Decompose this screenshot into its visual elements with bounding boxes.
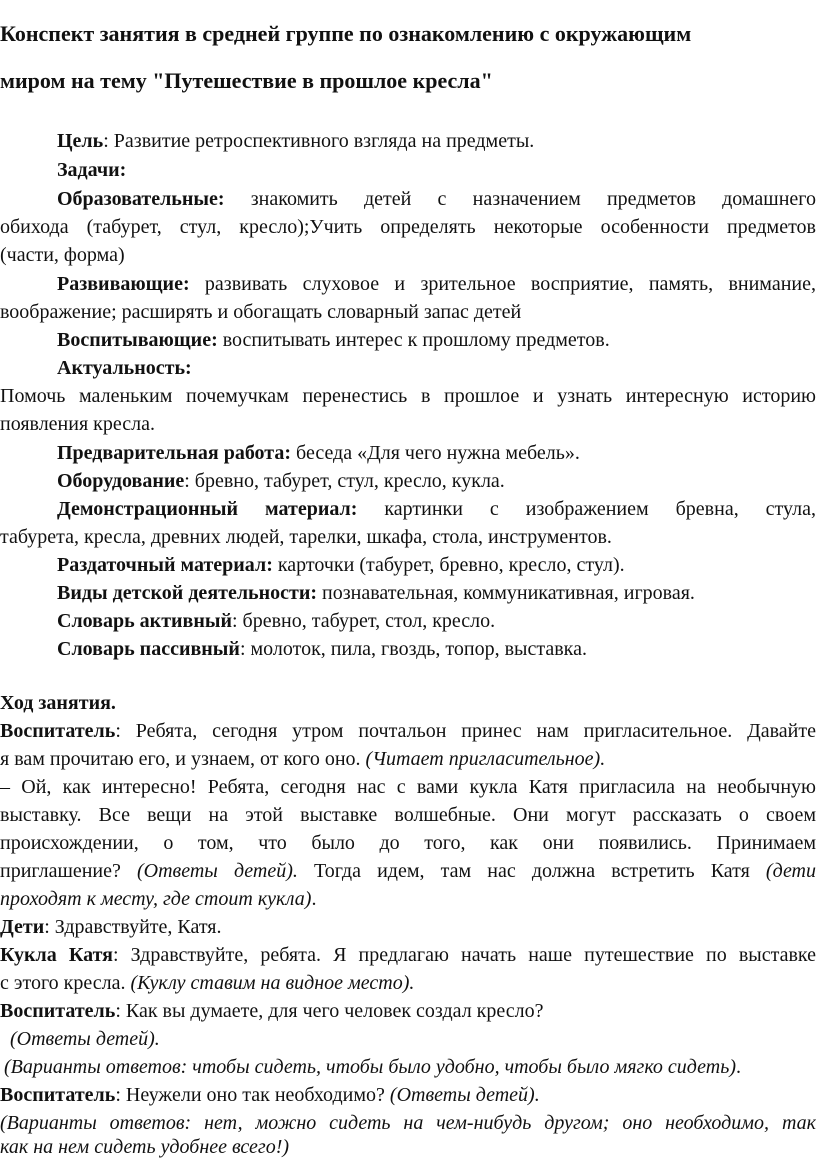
- document-title-line-1: [0, 20, 816, 48]
- prelim-label: Предварительная работа:: [57, 442, 292, 464]
- demo-label: Демонстрационный материал:: [57, 498, 358, 520]
- teacher-label: Воспитатель: [0, 1084, 116, 1106]
- variants-1-line: [4, 1054, 816, 1080]
- activities-text: познавательная, коммуникативная, игровая.: [317, 582, 695, 604]
- variants-1-italic: (Варианты ответов: чтобы сидеть, чтобы было удобно, чтобы было мягко сидеть): [4, 1056, 736, 1078]
- tasks-label: Задачи:: [57, 159, 127, 181]
- teacher-1-text-1: : Ребята, сегодня утром почтальон принес нам пригласительное. Давайте: [115, 720, 816, 742]
- document-title-line-2: [0, 67, 816, 95]
- developing-line-2: [0, 299, 816, 325]
- children-line: [0, 914, 816, 940]
- course-heading: [0, 690, 816, 716]
- p2-text-1: – Ой, как интересно! Ребята, сегодня нас с вами кукла Катя пригласила на необычную: [0, 776, 816, 798]
- passive-vocab-label: Словарь пассивный: [57, 638, 240, 660]
- doll-line-1: [0, 942, 816, 968]
- doll-text-1: : Здравствуйте, ребята. Я предлагаю начать наше путешествие по выставке: [112, 944, 816, 966]
- educational-text-2: обихода (табурет, стул, кресло);Учить определять некоторые особенности предметов: [0, 216, 816, 238]
- developing-line-1: [57, 271, 816, 297]
- variants-1-end: .: [735, 1056, 741, 1078]
- paragraph-2-line-4: [0, 858, 816, 884]
- educational-text-3: (части, форма): [0, 244, 125, 266]
- educational-label: Образовательные:: [57, 188, 225, 210]
- equipment-text: : бревно, табурет, стул, кресло, кукла.: [184, 470, 505, 492]
- teacher-3-line: [0, 1082, 816, 1108]
- relevance-heading: [57, 355, 816, 381]
- relevance-label: Актуальность:: [57, 357, 192, 379]
- variants-2-line-1: [0, 1110, 816, 1136]
- active-vocab-text: : бревно, табурет, стол, кресло.: [232, 610, 496, 632]
- variants-2-text-1: (Варианты ответов: нет, можно сидеть на чем-нибудь другом; оно необходимо, так: [0, 1112, 816, 1134]
- demo-line-1: [57, 496, 816, 522]
- doll-italic: (Куклу ставим на видное место).: [130, 972, 415, 994]
- developing-text-2: воображение; расширять и обогащать словарный запас детей: [0, 301, 522, 323]
- title-text-2: миром на тему "Путешествие в прошлое кресла": [0, 68, 493, 93]
- doll-line-2: [0, 970, 816, 996]
- answers-italic: (Ответы детей).: [10, 1028, 160, 1050]
- variants-2-text-2: как на нем сидеть удобнее всего!): [0, 1136, 290, 1158]
- relevance-text-2: появления кресла.: [0, 413, 155, 435]
- teacher-1-line-1: [0, 718, 816, 744]
- activities-label: Виды детской деятельности:: [57, 582, 318, 604]
- p2-text-4d: (дети: [765, 860, 816, 882]
- equipment-label: Оборудование: [57, 470, 185, 492]
- answers-line: [10, 1026, 816, 1052]
- goal-text: : Развитие ретроспективного взгляда на предметы.: [103, 130, 535, 152]
- active-vocab-label: Словарь активный: [57, 610, 232, 632]
- tasks-heading: [57, 157, 816, 183]
- course-heading-text: Ход занятия.: [0, 692, 116, 714]
- title-text-1: Конспект занятия в средней группе по ознакомлению с окружающим: [0, 21, 692, 46]
- paragraph-2-line-5: [0, 886, 816, 912]
- handout-label: Раздаточный материал:: [57, 554, 273, 576]
- p2-text-4c: Тогда идем, там нас должна встретить Катя: [297, 860, 766, 882]
- passive-vocab-line: [57, 636, 816, 662]
- passive-vocab-text: : молоток, пила, гвоздь, топор, выставка.: [239, 638, 587, 660]
- doll-text-2: с этого кресла.: [0, 972, 131, 994]
- active-vocab-line: [57, 608, 816, 634]
- demo-text-2: табурета, кресла, древних людей, тарелки, шкафа, стола, инструментов.: [0, 526, 612, 548]
- upbringing-text: воспитывать интерес к прошлому предметов.: [217, 329, 610, 351]
- teacher-1-text-2: я вам прочитаю его, и узнаем, от кого оно.: [0, 748, 366, 770]
- educational-line-2: [0, 214, 816, 240]
- p2-text-5: проходят к месту, где стоит кукла): [0, 888, 312, 910]
- developing-text-1: развивать слуховое и зрительное восприятие, память, внимание,: [189, 273, 816, 295]
- p2-text-5-end: .: [311, 888, 317, 910]
- teacher-2-text: : Как вы думаете, для чего человек создал кресло?: [115, 1000, 544, 1022]
- educational-line-3: [0, 242, 816, 268]
- teacher-1-italic: (Читает пригласительное).: [365, 748, 606, 770]
- p2-text-2: выставку. Все вещи на этой выставке волшебные. Они могут рассказать о своем: [0, 804, 816, 826]
- teacher-label: Воспитатель: [0, 1000, 116, 1022]
- variants-2-line-2: [0, 1134, 816, 1160]
- demo-text-1: картинки с изображением бревна, стула,: [357, 498, 816, 520]
- teacher-3-text: : Неужели оно так необходимо?: [115, 1084, 390, 1106]
- p2-text-3: происхождении, о том, что было до того, как они появились. Принимаем: [0, 832, 816, 854]
- teacher-1-line-2: [0, 746, 816, 772]
- children-label: Дети: [0, 916, 45, 938]
- teacher-label: Воспитатель: [0, 720, 116, 742]
- prelim-line: [57, 440, 816, 466]
- equipment-line: [57, 468, 816, 494]
- goal-line: [57, 128, 816, 154]
- relevance-text-1: Помочь маленьким почемучкам перенестись в прошлое и узнать интересную историю: [0, 385, 816, 407]
- educational-text-1: знакомить детей с назначением предметов домашнего: [224, 188, 816, 210]
- demo-line-2: [0, 524, 816, 550]
- paragraph-2-line-2: [0, 802, 816, 828]
- relevance-line-2: [0, 411, 816, 437]
- developing-label: Развивающие:: [57, 273, 190, 295]
- upbringing-label: Воспитывающие:: [57, 329, 218, 351]
- p2-text-4a: приглашение?: [0, 860, 137, 882]
- educational-line-1: [57, 186, 816, 212]
- handout-line: [57, 552, 816, 578]
- goal-label: Цель: [57, 130, 104, 152]
- paragraph-2-line-1: [0, 774, 816, 800]
- upbringing-line: [57, 327, 816, 353]
- p2-text-4b: (Ответы детей).: [137, 860, 298, 882]
- handout-text: карточки (табурет, бревно, кресло, стул).: [272, 554, 625, 576]
- teacher-3-italic: (Ответы детей).: [389, 1084, 540, 1106]
- doll-label: Кукла Катя: [0, 944, 113, 966]
- paragraph-2-line-3: [0, 830, 816, 856]
- relevance-line-1: [0, 383, 816, 409]
- prelim-text: беседа «Для чего нужна мебель».: [291, 442, 580, 464]
- teacher-2-line: [0, 998, 816, 1024]
- activities-line: [57, 580, 816, 606]
- children-text: : Здравствуйте, Катя.: [44, 916, 222, 938]
